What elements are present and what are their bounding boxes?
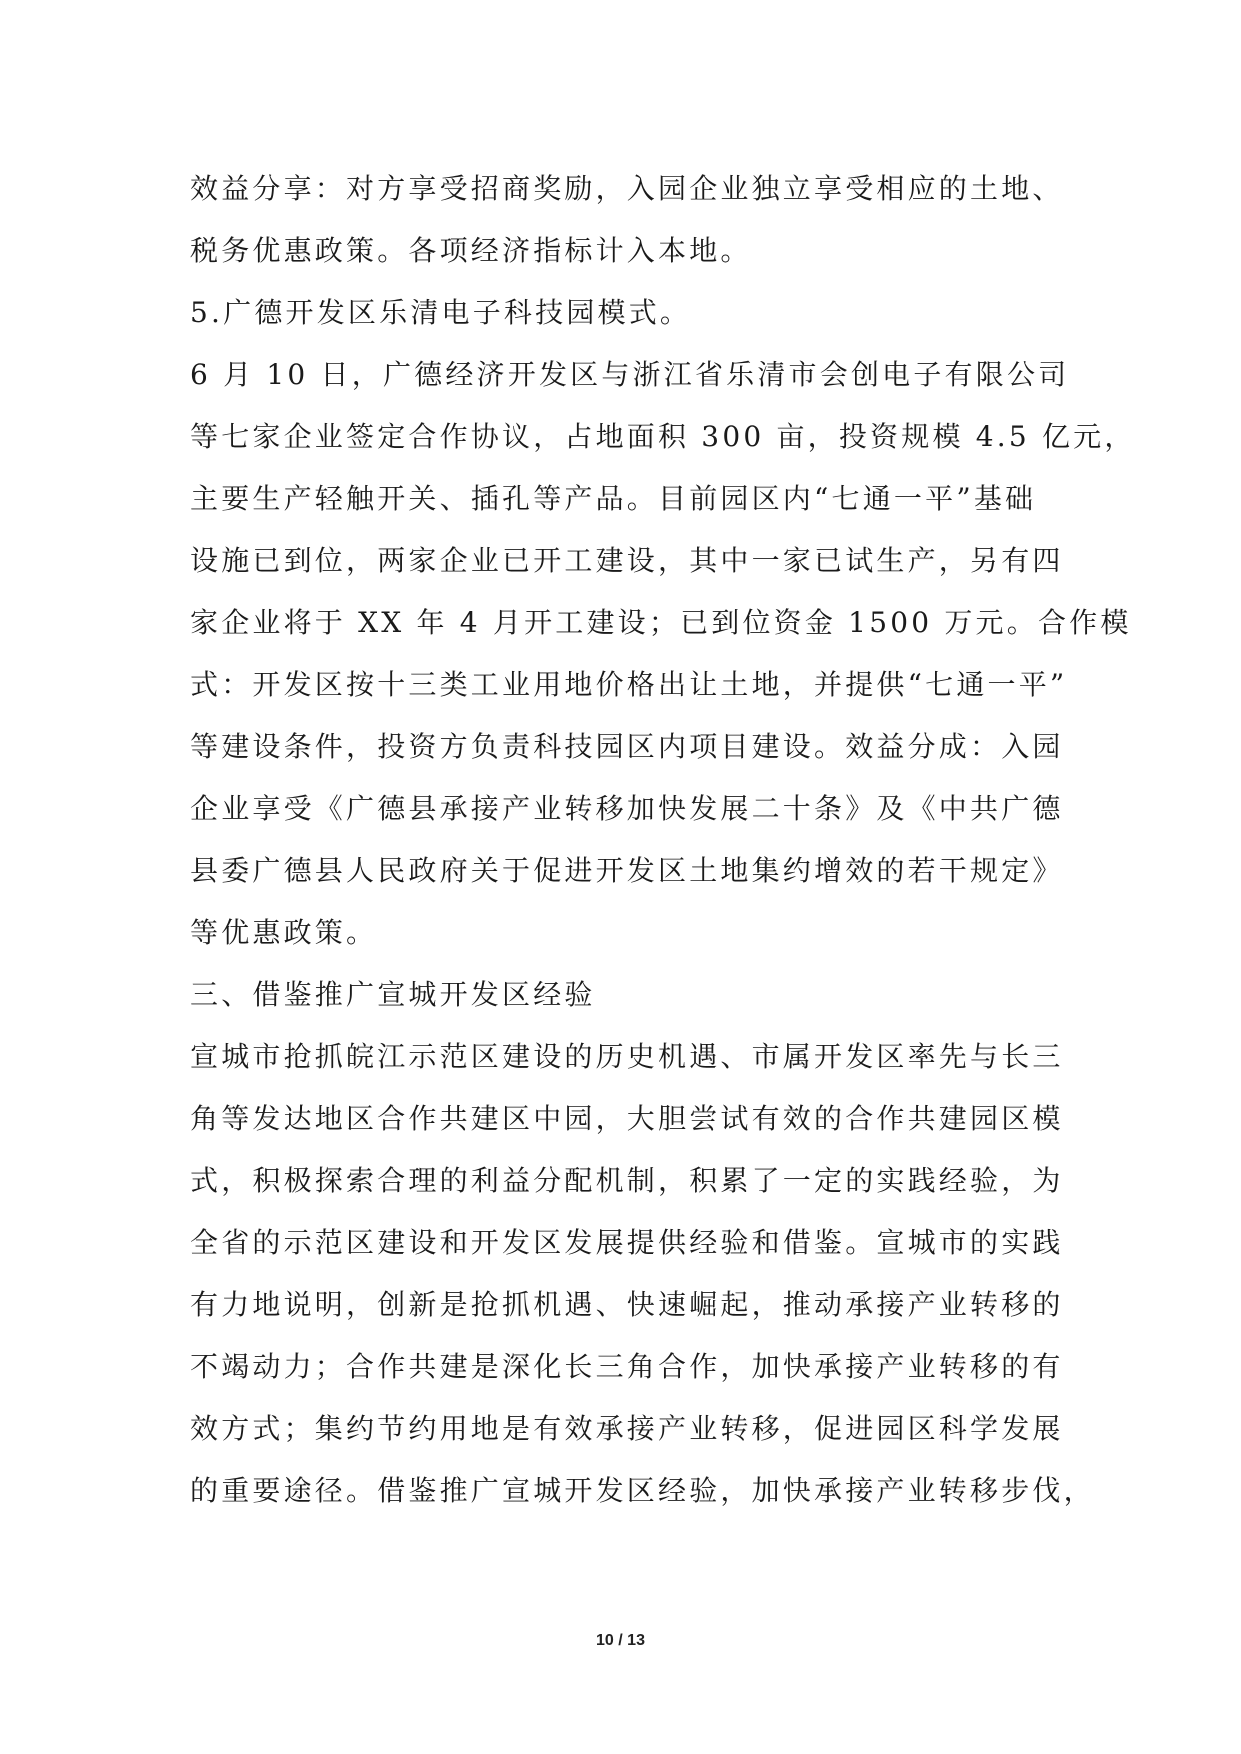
text-line: 宣城市抢抓皖江示范区建设的历史机遇、市属开发区率先与长三 [190, 1040, 1064, 1073]
text-line: 式：开发区按十三类工业用地价格出让土地，并提供“七通一平” [190, 668, 1068, 701]
text-line: 的重要途径。借鉴推广宣城开发区经验，加快承接产业转移步伐， [190, 1474, 1095, 1507]
body-text [190, 158, 1136, 1522]
text-line: 角等发达地区合作共建区中园，大胆尝试有效的合作共建园区模 [190, 1102, 1064, 1135]
text-line: 税务优惠政策。各项经济指标计入本地。 [190, 234, 752, 267]
text-line: 全省的示范区建设和开发区发展提供经验和借鉴。宣城市的实践 [190, 1226, 1064, 1259]
text-line: 家企业将于 XX 年 4 月开工建设；已到位资金 1500 万元。合作模 [190, 606, 1132, 639]
text-line: 等七家企业签定合作协议，占地面积 300 亩，投资规模 4.5 亿元， [190, 420, 1136, 453]
text-line: 主要生产轻触开关、插孔等产品。目前园区内“七通一平”基础 [190, 482, 1037, 515]
text-line: 企业享受《广德县承接产业转移加快发展二十条》及《中共广德 [190, 792, 1064, 825]
text-line: 有力地说明，创新是抢抓机遇、快速崛起，推动承接产业转移的 [190, 1288, 1064, 1321]
text-line: 式，积极探索合理的利益分配机制，积累了一定的实践经验，为 [190, 1164, 1064, 1197]
text-line: 不竭动力；合作共建是深化长三角合作，加快承接产业转移的有 [190, 1350, 1064, 1383]
text-line: 等优惠政策。 [190, 916, 378, 949]
text-line: 效方式；集约节约用地是有效承接产业转移，促进园区科学发展 [190, 1412, 1064, 1445]
section-heading: 三、借鉴推广宣城开发区经验 [190, 978, 596, 1011]
text-line: 县委广德县人民政府关于促进开发区土地集约增效的若干规定》 [190, 854, 1064, 887]
text-line: 等建设条件，投资方负责科技园区内项目建设。效益分成：入园 [190, 730, 1064, 763]
section-heading: 5.广德开发区乐清电子科技园模式。 [190, 296, 692, 329]
page-number: 10 / 13 [596, 1632, 645, 1649]
text-line: 效益分享：对方享受招商奖励，入园企业独立享受相应的土地、 [190, 172, 1064, 205]
text-line: 设施已到位，两家企业已开工建设，其中一家已试生产，另有四 [190, 544, 1064, 577]
text-line: 6 月 10 日，广德经济开发区与浙江省乐清市会创电子有限公司 [190, 358, 1070, 391]
